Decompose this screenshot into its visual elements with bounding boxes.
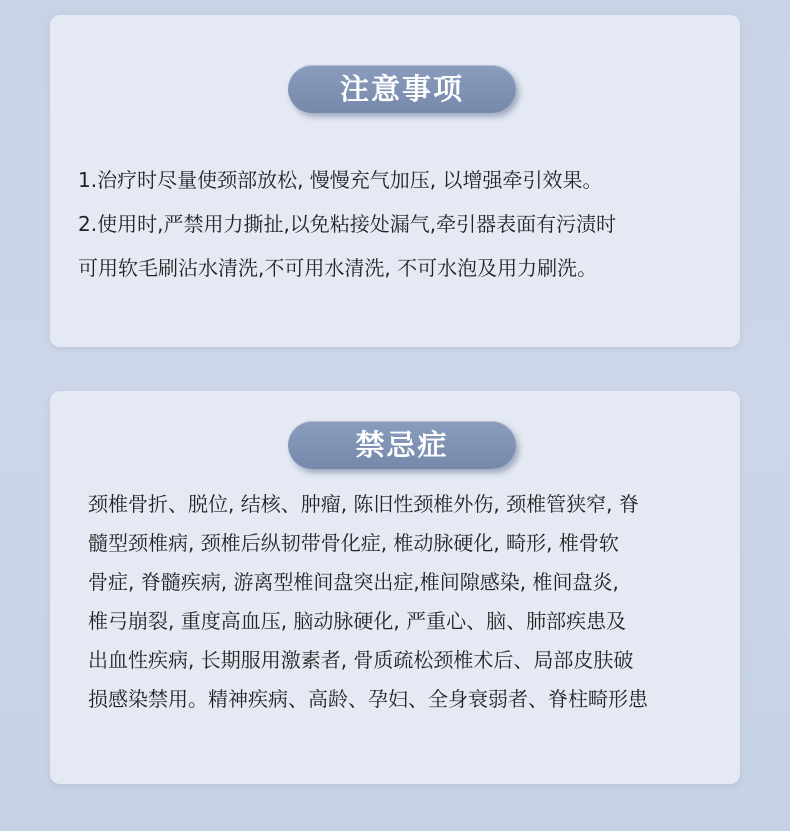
contraindications-line-3: 骨症, 脊髓疾病, 游离型椎间盘突出症,椎间隙感染, 椎间盘炎, xyxy=(88,570,619,594)
notes-card xyxy=(50,15,740,347)
contraindications-line-1: 颈椎骨折、脱位, 结核、肿瘤, 陈旧性颈椎外伤, 颈椎管狭窄, 脊 xyxy=(88,492,639,516)
notes-line-1: 1.治疗时尽量使颈部放松, 慢慢充气加压, 以增强牵引效果。 xyxy=(78,168,603,192)
contraindications-heading: 禁忌症 xyxy=(288,421,516,469)
notes-line-3: 可用软毛刷沾水清洗,不可用水清洗, 不可水泡及用力刷洗。 xyxy=(78,256,598,280)
contraindications-text xyxy=(88,485,718,719)
contraindications-card xyxy=(50,391,740,784)
notes-heading: 注意事项 xyxy=(288,65,516,113)
contraindications-line-2: 髓型颈椎病, 颈椎后纵韧带骨化症, 椎动脉硬化, 畸形, 椎骨软 xyxy=(88,531,619,555)
notes-line-2: 2.使用时,严禁用力撕扯,以免粘接处漏气,牵引器表面有污渍时 xyxy=(78,212,617,236)
contraindications-line-5: 出血性疾病, 长期服用激素者, 骨质疏松颈椎术后、局部皮肤破 xyxy=(88,648,634,672)
contraindications-line-4: 椎弓崩裂, 重度高血压, 脑动脉硬化, 严重心、脑、肺部疾患及 xyxy=(88,609,627,633)
notes-text xyxy=(78,158,728,290)
contraindications-line-6: 损感染禁用。精神疾病、高龄、孕妇、全身衰弱者、脊柱畸形患 xyxy=(88,687,648,711)
